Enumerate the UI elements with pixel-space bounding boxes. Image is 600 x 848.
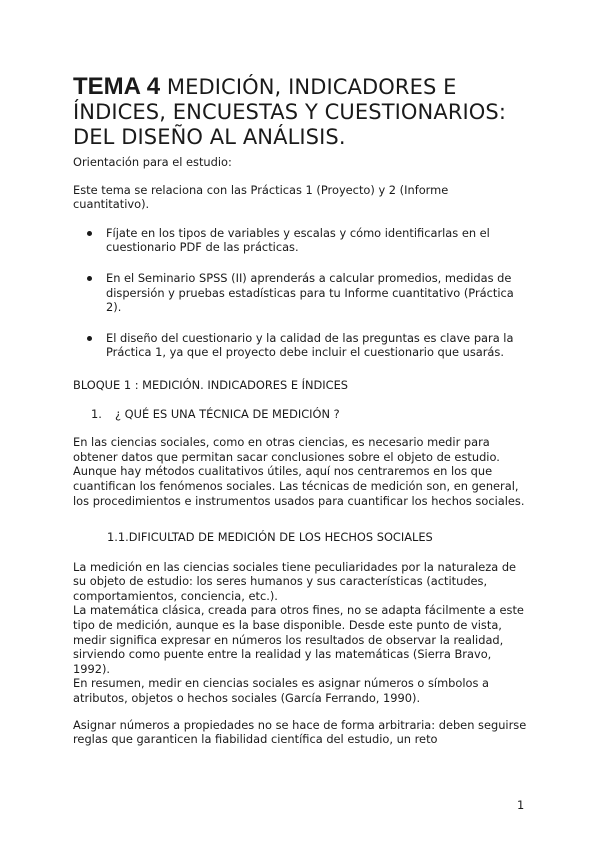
bullet-item: Fíjate en los tipos de variables y escalas y cómo identificarlas en el cuestionario PDF de las prácticas.: [83, 226, 528, 255]
tema-label: TEMA 4: [73, 73, 161, 100]
paragraph-2: La medición en las ciencias sociales tiene peculiaridades por la naturaleza de su objeto de estudio: los seres humanos y sus características (actitudes, comportamientos, conciencia, etc.). La matemática clásica, creada para otros fines, no se adapta fácilmente a este tipo de medición, aunque es la base disponible. Desde este punto de vista, medir significa expresar en números los resultados de observar la realidad, sirviendo como puente entre la realidad y las matemáticas (Sierra Bravo, 1992). En resumen, medir en ciencias sociales es asignar números o símbolos a atributos, objetos o hechos sociales (García Ferrando, 1990).: [73, 559, 524, 706]
section-title: ¿ QUÉ ES UNA TÉCNICA DE MEDICIÓN ?: [115, 406, 340, 421]
bloque-heading: BLOQUE 1 : MEDICIÓN. INDICADORES E ÍNDICES: [73, 377, 349, 392]
bullet-item: El diseño del cuestionario y la calidad de las preguntas es clave para la Práctica 1, ya que el proyecto debe incluir el cuestionario que usarás.: [83, 331, 528, 360]
page-number: 1: [517, 798, 525, 812]
section-number: 1.: [91, 406, 102, 421]
paragraph-1: En las ciencias sociales, como en otras ciencias, es necesario medir para obtener datos que permitan sacar conclusiones sobre el objeto de estudio. Aunque hay métodos cualitativos útiles, aquí nos centraremos en los que cuantifican los fenómenos sociales. Las técnicas de medición son, en general, los procedimientos e instrumentos usados para cuantificar los hechos sociales.: [73, 435, 525, 508]
section-heading: [73, 407, 528, 422]
title-text: MEDICIÓN, INDICADORES E ÍNDICES, ENCUESTAS Y CUESTIONARIOS: DEL DISEÑO AL ANÁLISIS.: [73, 75, 507, 149]
bullet-dot-icon: [87, 276, 92, 281]
bullet-dot-icon: [87, 231, 92, 236]
relates-text: Este tema se relaciona con las Prácticas 1 (Proyecto) y 2 (Informe cuantitativo).: [73, 182, 449, 212]
bullet-item: En el Seminario SPSS (II) aprenderás a calcular promedios, medidas de dispersión y pruebas estadísticas para tu Informe cuantitativo (Práctica 2).: [83, 271, 528, 315]
document-title: [73, 74, 528, 150]
subsection-heading: 1.1.DIFICULTAD DE MEDICIÓN DE LOS HECHOS SOCIALES: [107, 530, 433, 545]
orientation-text: Orientación para el estudio:: [73, 155, 232, 169]
bullet-dot-icon: [87, 336, 92, 341]
paragraph-3: Asignar números a propiedades no se hace de forma arbitraria: deben seguirse reglas que garanticen la fiabilidad científica del estudio, un reto: [73, 717, 527, 747]
document-page: [73, 74, 528, 747]
bullet-list: [73, 226, 528, 360]
